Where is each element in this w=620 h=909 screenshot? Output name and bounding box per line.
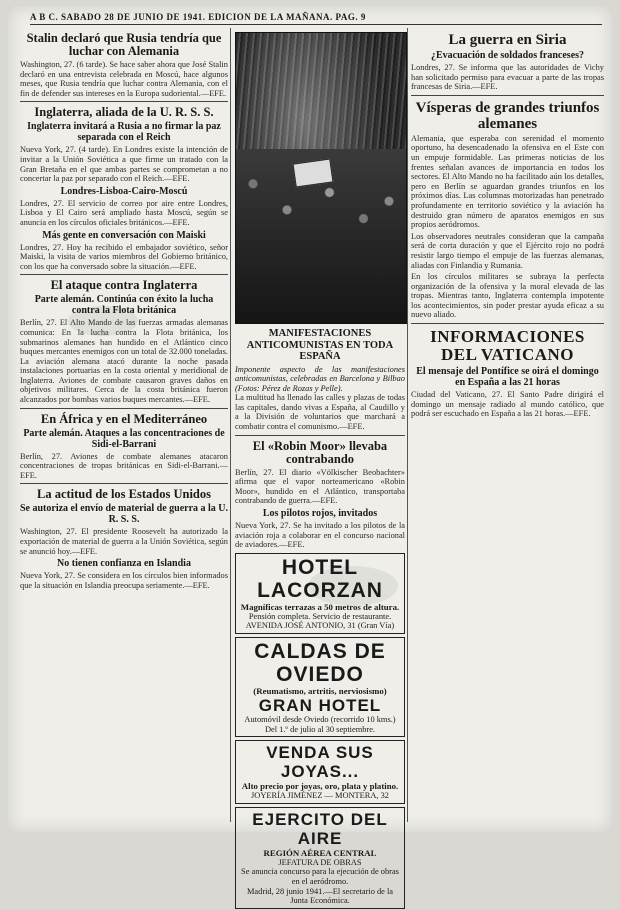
article-body: Alemania, que esperaba con serenidad el momento oportuno, ha desencadenado la ofensiva en el Este con un empuje formidable. Las primeras noticias de los frentes señalan avances de importancia en todos los sectores. El Alto Mando no ha facilitado aún los detalles, pero en Berlín se aguardan grandes triunfos en los próximos días. Las columnas motorizadas han penetrado profundamente en territorio soviético y la aviación ha destruido gran número de aparatos enemigos en sus propios aeródromos. [411, 133, 604, 230]
article-headline: El «Robin Moor» llevaba contrabando [252, 438, 388, 466]
article-subheading: Parte alemán. Ataques a las concentraciones de Sidi-el-Barrani [23, 427, 225, 450]
article-subheading: Londres-Lisboa-Cairo-Moscú [60, 185, 188, 197]
article-headline: La guerra en Siria [448, 32, 567, 48]
ad-title: EJERCITO DEL AIRE [252, 809, 388, 848]
article-subheading: Parte alemán. Continúa con éxito la lucha contra la Flota británica [34, 294, 214, 317]
ad-text: Magníficas terrazas a 50 metros de altura. [240, 601, 400, 612]
article-body: Londres, 27. Hoy ha recibido el embajador soviético, señor Maiski, la visita de varios miembros del Gobierno británico, con los que ha conversado sobre la situación.—EFE. [20, 242, 228, 271]
ad-text: AVENIDA JOSÉ ANTONIO, 31 (Gran Vía) [245, 621, 395, 631]
article-body: Ciudad del Vaticano, 27. El Santo Padre dirigirá el domingo un mensaje radiado al mundo católico, que podrá ser escuchado en España a las 21 horas.—EFE. [411, 390, 604, 419]
article-body: Washington, 27. El presidente Roosevelt ha autorizado la exportación de material de guerra a la Unión Soviética, según se anunció hoy.—EFE. [20, 527, 228, 556]
section-heading: INFORMACIONES DEL VATICANO [430, 327, 585, 365]
advertisements [235, 553, 405, 909]
article-subheading: ¿Evacuación de soldados franceses? [430, 50, 585, 61]
ad-text: Automóvil desde Oviedo (recorrido 10 kms.) [244, 715, 396, 724]
article-headline: Vísperas de grandes triunfos alemanes [415, 99, 600, 132]
center-articles [235, 393, 405, 550]
article-subheading: No tienen confianza en Islandia [57, 558, 191, 570]
article-body: Washington, 27. (6 tarde). Se hace saber ahora que José Stalin declaró en una entrevista celebrada en Moscú, hace algunos meses, que Rusia tendría que luchar contra Alemania, con el fin de defender sus intereses en la Europa sudoriental.—EFE. [20, 60, 228, 98]
newspaper-page [8, 6, 612, 906]
advertisement [235, 807, 405, 909]
ad-title: VENDA SUS JOYAS... [266, 743, 374, 782]
column-right [411, 28, 604, 822]
article-headline: La actitud de los Estados Unidos [37, 487, 211, 502]
article-headline: Stalin declaró que Rusia tendría que luchar con Alemania [26, 31, 222, 58]
news-photo [235, 32, 407, 324]
article-headline: El ataque contra Inglaterra [50, 278, 198, 293]
column-divider [407, 28, 408, 822]
photo-title: MANIFESTACIONES ANTICOMUNISTAS EN TODA ESPAÑA [246, 328, 394, 362]
ad-text: (Reumatismo, artritis, nerviosismo) [253, 686, 387, 696]
article-headline: Inglaterra, aliada de la U. R. S. S. [34, 105, 214, 120]
ad-text: Se anuncia concurso para la ejecución de obras en el aeródromo. [241, 867, 399, 886]
article-subheading: Más gente en conversación con Maiski [42, 229, 206, 241]
article-body: Nueva York, 27. Se considera en los círculos bien informados que la situación en Islandia preocupa seriamente.—EFE. [20, 571, 228, 590]
ad-text: Madrid, 28 junio 1941.—El secretario de la Junta Económica. [246, 886, 394, 906]
section-rule [411, 95, 604, 96]
ad-title: HOTEL LACORZAN [257, 555, 383, 602]
ad-text: Del 1.º de julio al 30 septiembre. [264, 724, 376, 734]
advertisement [235, 740, 405, 804]
ad-text: Pensión completa. Servicio de restaurante. [248, 611, 392, 621]
article-body: Nueva York, 27. (4 tarde). En Londres existe la intención de invitar a la Unión Soviética a que firme un tratado con la Gran Bretaña en el que ambas partes se comprometan a no concertar la paz por separado con el Reich.—EFE. [20, 145, 228, 184]
article-body: En los círculos militares se subraya la perfecta organización de la ofensiva y la moral elevada de las tropas. Mientras tanto, Inglaterra contempla impotente los acontecimientos, sin poder prestar ayuda eficaz a su nuevo aliado. [411, 272, 604, 320]
article-body: La multitud ha llenado las calles y plazas de todas las capitales, dando vivas a España, al Caudillo y a la División de voluntarios que marchará a combatir contra el comunismo.—EFE. [235, 393, 405, 432]
ad-title: GRAN HOTEL [258, 696, 382, 715]
article-body: Nueva York, 27. Se ha invitado a los pilotos de la aviación roja a colaborar en el concurso nacional de aviadores.—EFE. [235, 521, 405, 550]
section-rule [20, 274, 228, 275]
article-subheading: Los pilotos rojos, invitados [262, 508, 378, 520]
page-folio: A B C. SABADO 28 DE JUNIO DE 1941. EDICION DE LA MAÑANA. PAG. 9 [30, 12, 602, 25]
article-body: Londres, 27. El servicio de correo por aire entre Londres, Lisboa y El Cairo será ampliado hasta Moscú, según se anuncia en los círculos oficiales británicos.—EFE. [20, 198, 228, 227]
article-headline: En África y en el Mediterráneo [40, 411, 208, 426]
advertisement [235, 553, 405, 634]
article-body: Berlín, 27. El Alto Mando de las fuerzas armadas alemanas comunica: En la lucha contra la Flota británica, los submarinos alemanes han hundido en el Atlántico cinco buques mercantes enemigos con un total de 32.000 toneladas. La aviación alemana atacó durante la noche pasada instalaciones portuarias en la costa oriental y meridional de Inglaterra. Aviones de combate causaron graves daños en objetivos militares. Cerca de la costa británica fueron alcanzados por bombas varios buques mercantes.—EFE. [20, 318, 228, 405]
article-body: Londres, 27. Se informa que las autoridades de Vichy han solicitado permiso para evacuar a parte de las tropas francesas de Siria.—EFE. [411, 63, 604, 92]
article-body: Los observadores neutrales consideran que la campaña será de corta duración y que el Ejército rojo no podrá resistir largo tiempo el empuje de las fuerzas alemanas, aliadas con Finlandia y Rumania. [411, 231, 604, 270]
advertisement [235, 637, 405, 737]
section-rule [20, 483, 228, 484]
ad-text: JEFATURA DE OBRAS [278, 857, 362, 867]
ad-text: Alto precio por joyas, oro, plata y platino. [241, 781, 399, 792]
ad-text: JOYERÍA JIMÉNEZ — MONTERA, 32 [251, 791, 389, 801]
section-rule [20, 408, 228, 409]
article-subheading: Se autoriza el envío de material de guerra a la U. R. S. S. [20, 503, 229, 526]
article-subheading: Inglaterra invitará a Rusia a no firmar la paz separada con el Reich [27, 121, 221, 144]
ad-text: REGIÓN AÉREA CENTRAL [263, 847, 377, 858]
section-rule [20, 101, 228, 102]
article-body: Berlín, 27. El diario «Völkischer Beobachter» afirma que el vapor norteamericano «Robin Moor», hundido en el Atlántico, transportaba contrabando de guerra.—EFE. [235, 467, 405, 506]
section-rule [235, 435, 405, 436]
ad-title: CALDAS DE OVIEDO [254, 640, 386, 686]
photo-caption: Imponente aspecto de las manifestaciones anticomunistas, celebradas en Barcelona y Bilbao (Fotos: Pérez de Rozas y Pelle). [235, 364, 405, 393]
column-divider [230, 28, 231, 822]
article-body: Berlín, 27. Aviones de combate alemanes atacaron concentraciones de tropas británicas en Sidi-el-Barrani.—EFE. [20, 451, 228, 480]
section-rule [411, 323, 604, 324]
column-center [235, 28, 405, 906]
article-subheading: El mensaje del Pontífice se oirá el domingo en España a las 21 horas [416, 366, 599, 389]
column-left [20, 28, 228, 822]
